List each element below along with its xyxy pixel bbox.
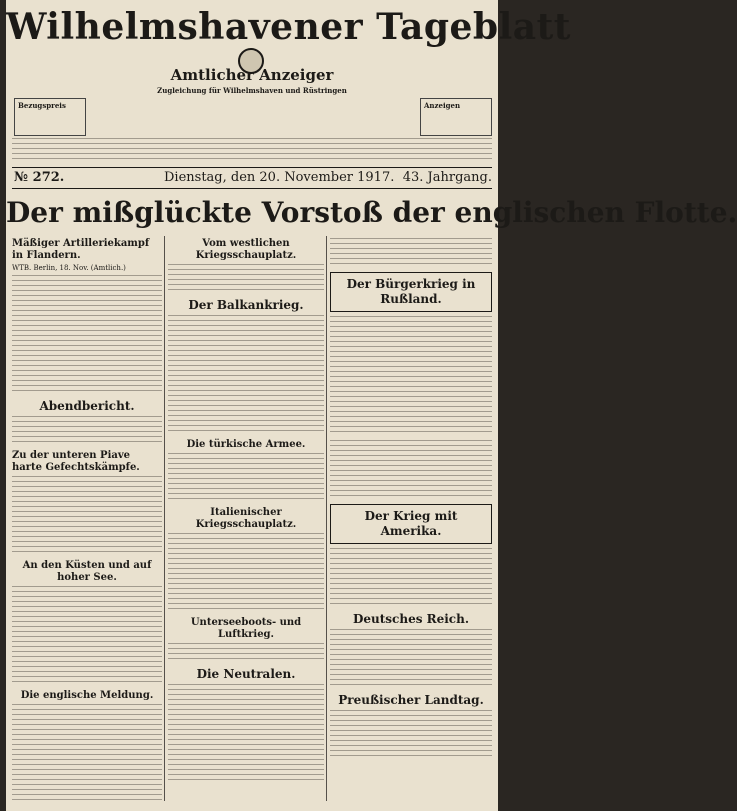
issue-number: № 272.	[14, 170, 65, 185]
subscription-label: Bezugspreis	[18, 101, 66, 110]
column-divider	[164, 236, 165, 801]
article-heading: Zu der unteren Piave harte Gefechtskämpfe.	[12, 450, 140, 473]
masthead-tagline: Zugleichung für Wilhelmshaven und Rüstringen	[157, 86, 347, 95]
article-body	[330, 548, 492, 608]
article-box	[330, 504, 492, 544]
rule-bottom	[12, 188, 492, 189]
article-heading: Deutsches Reich.	[352, 612, 470, 626]
article-heading: Italienischer Kriegsschauplatz.	[195, 507, 297, 530]
ads-label: Anzeigen	[424, 101, 461, 110]
main-headline: Der mißglückte Vorstoß der englischen Flotte.	[6, 196, 737, 229]
ads-box	[420, 98, 492, 136]
article-heading: Unterseeboots- und Luftkrieg.	[190, 617, 302, 640]
article-heading: Die türkische Armee.	[186, 439, 306, 450]
article-lead: WTB. Berlin, 18. Nov. (Amtlich.)	[12, 264, 126, 272]
article-body	[330, 440, 492, 500]
newspaper-page	[6, 0, 737, 811]
article-heading: Mäßiger Artilleriekampf in Flandern.	[12, 238, 150, 261]
masthead-subtitle: Amtlicher Anzeiger	[170, 66, 334, 84]
article-body	[330, 238, 492, 268]
article-heading: Abendbericht.	[39, 399, 135, 413]
column-3	[330, 236, 492, 806]
article-body	[12, 586, 162, 686]
article-heading: Preußischer Landtag.	[338, 693, 484, 707]
article-heading: Die englische Meldung.	[20, 690, 154, 701]
article-body	[12, 416, 162, 446]
article-heading: Der Krieg mit Amerika.	[364, 509, 458, 538]
article-heading: Der Bürgerkrieg in Rußland.	[346, 277, 476, 306]
article-box	[330, 272, 492, 312]
article-body	[12, 704, 162, 804]
article-body	[330, 629, 492, 689]
article-body	[168, 684, 324, 784]
dateline	[14, 170, 492, 186]
issue-date: Dienstag, den 20. November 1917.	[164, 170, 395, 185]
article-heading: An den Küsten und auf hoher See.	[22, 560, 152, 583]
article-body	[168, 643, 324, 663]
rule-top	[12, 167, 492, 168]
article-body	[168, 453, 324, 503]
article-heading: Die Neutralen.	[196, 667, 296, 681]
article-body	[168, 315, 324, 435]
article-heading: Der Balkankrieg.	[188, 298, 304, 312]
article-body	[330, 316, 492, 436]
article-body	[168, 533, 324, 613]
column-1	[12, 236, 162, 806]
article-body	[330, 710, 492, 760]
article-body	[168, 264, 324, 294]
issue-volume: 43. Jahrgang.	[402, 170, 492, 185]
article-body	[12, 476, 162, 556]
article-body	[12, 275, 162, 395]
masthead-title: Wilhelmshavener Tageblatt	[6, 6, 571, 48]
column-2	[168, 236, 324, 806]
column-divider	[326, 236, 327, 801]
subscription-box	[14, 98, 86, 136]
article-heading: Vom westlichen Kriegsschauplatz.	[195, 238, 297, 261]
masthead-fineprint	[12, 138, 492, 162]
